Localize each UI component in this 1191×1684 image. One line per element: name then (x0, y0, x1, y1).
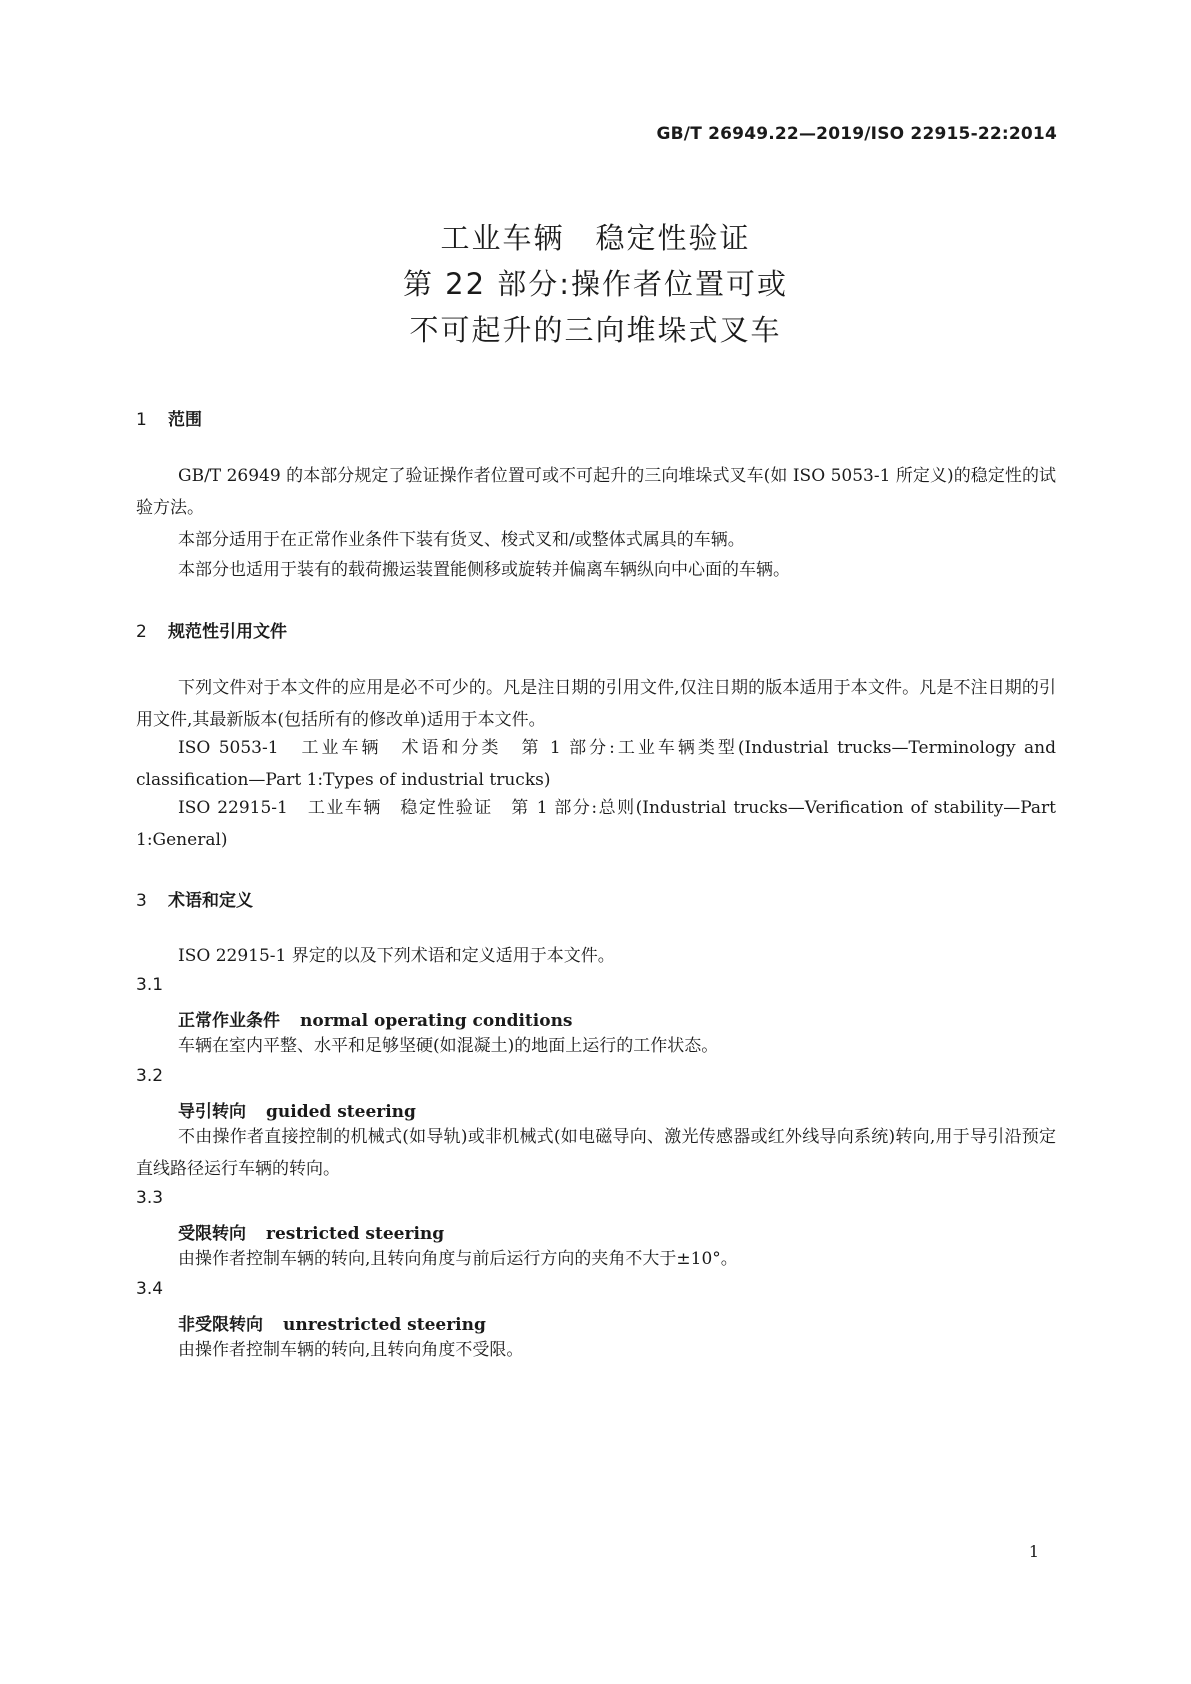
section-1-heading (136, 405, 202, 430)
section-1-title: 范围 (168, 410, 202, 430)
term-zh: 导引转向 (178, 1102, 246, 1122)
term-definition: 由操作者控制车辆的转向,且转向角度与前后运行方向的夹角不大于±10°。 (178, 1249, 738, 1269)
term-zh: 非受限转向 (178, 1315, 263, 1335)
term-en: normal operating conditions (300, 1011, 573, 1031)
title-line-3: 不可起升的三向堆垛式叉车 (409, 313, 782, 347)
term-en: restricted steering (266, 1224, 445, 1244)
term-definition: 由操作者控制车辆的转向,且转向角度不受限。 (178, 1340, 524, 1360)
normative-reference-2: ISO 22915-1 工业车辆 稳定性验证 第 1 部分:总则(Industrial trucks—Verification of stability—Part 1:General) (136, 798, 1056, 850)
clause-number: 3.4 (136, 1279, 164, 1299)
section-3-heading (136, 886, 253, 911)
term-heading (178, 1097, 416, 1122)
section-3-intro: ISO 22915-1 界定的以及下列术语和定义适用于本文件。 (178, 946, 615, 966)
term-definition: 车辆在室内平整、水平和足够坚硬(如混凝土)的地面上运行的工作状态。 (178, 1036, 719, 1056)
term-zh: 受限转向 (178, 1224, 246, 1244)
clause-number: 3.1 (136, 975, 164, 995)
term-heading (178, 1006, 573, 1031)
title-line-2: 第 22 部分:操作者位置可或 (402, 267, 789, 301)
page-number: 1 (1028, 1542, 1039, 1561)
clause-number: 3.3 (136, 1188, 164, 1208)
term-en: guided steering (266, 1102, 416, 1122)
section-2-title: 规范性引用文件 (168, 622, 287, 642)
section-1-paragraph-1: GB/T 26949 的本部分规定了验证操作者位置可或不可起升的三向堆垛式叉车(如 ISO 5053-1 所定义)的稳定性的试验方法。 (136, 466, 1056, 518)
section-2-paragraph-1: 下列文件对于本文件的应用是必不可少的。凡是注日期的引用文件,仅注日期的版本适用于本文件。凡是不注日期的引用文件,其最新版本(包括所有的修改单)适用于本文件。 (136, 678, 1056, 730)
section-3-number: 3 (136, 891, 147, 911)
normative-reference-1: ISO 5053-1 工业车辆 术语和分类 第 1 部分:工业车辆类型(Industrial trucks—Terminology and classification—Part 1:Types of industrial trucks) (136, 738, 1056, 790)
section-2-number: 2 (136, 622, 147, 642)
section-1-paragraph-2: 本部分适用于在正常作业条件下装有货叉、梭式叉和/或整体式属具的车辆。 (178, 530, 745, 550)
term-definition: 不由操作者直接控制的机械式(如导轨)或非机械式(如电磁导向、激光传感器或红外线导向系统)转向,用于导引沿预定直线路径运行车辆的转向。 (136, 1127, 1056, 1179)
term-heading (178, 1219, 444, 1244)
section-3-title: 术语和定义 (168, 891, 253, 911)
section-1-number: 1 (136, 410, 147, 430)
term-heading (178, 1310, 486, 1335)
clause-number: 3.2 (136, 1066, 164, 1086)
term-en: unrestricted steering (283, 1315, 486, 1335)
standard-code: GB/T 26949.22—2019/ISO 22915-22:2014 (656, 124, 1057, 144)
title-line-1: 工业车辆 稳定性验证 (440, 221, 751, 255)
section-1-paragraph-3: 本部分也适用于装有的载荷搬运装置能侧移或旋转并偏离车辆纵向中心面的车辆。 (178, 560, 790, 580)
term-zh: 正常作业条件 (178, 1011, 280, 1031)
section-2-heading (136, 617, 287, 642)
